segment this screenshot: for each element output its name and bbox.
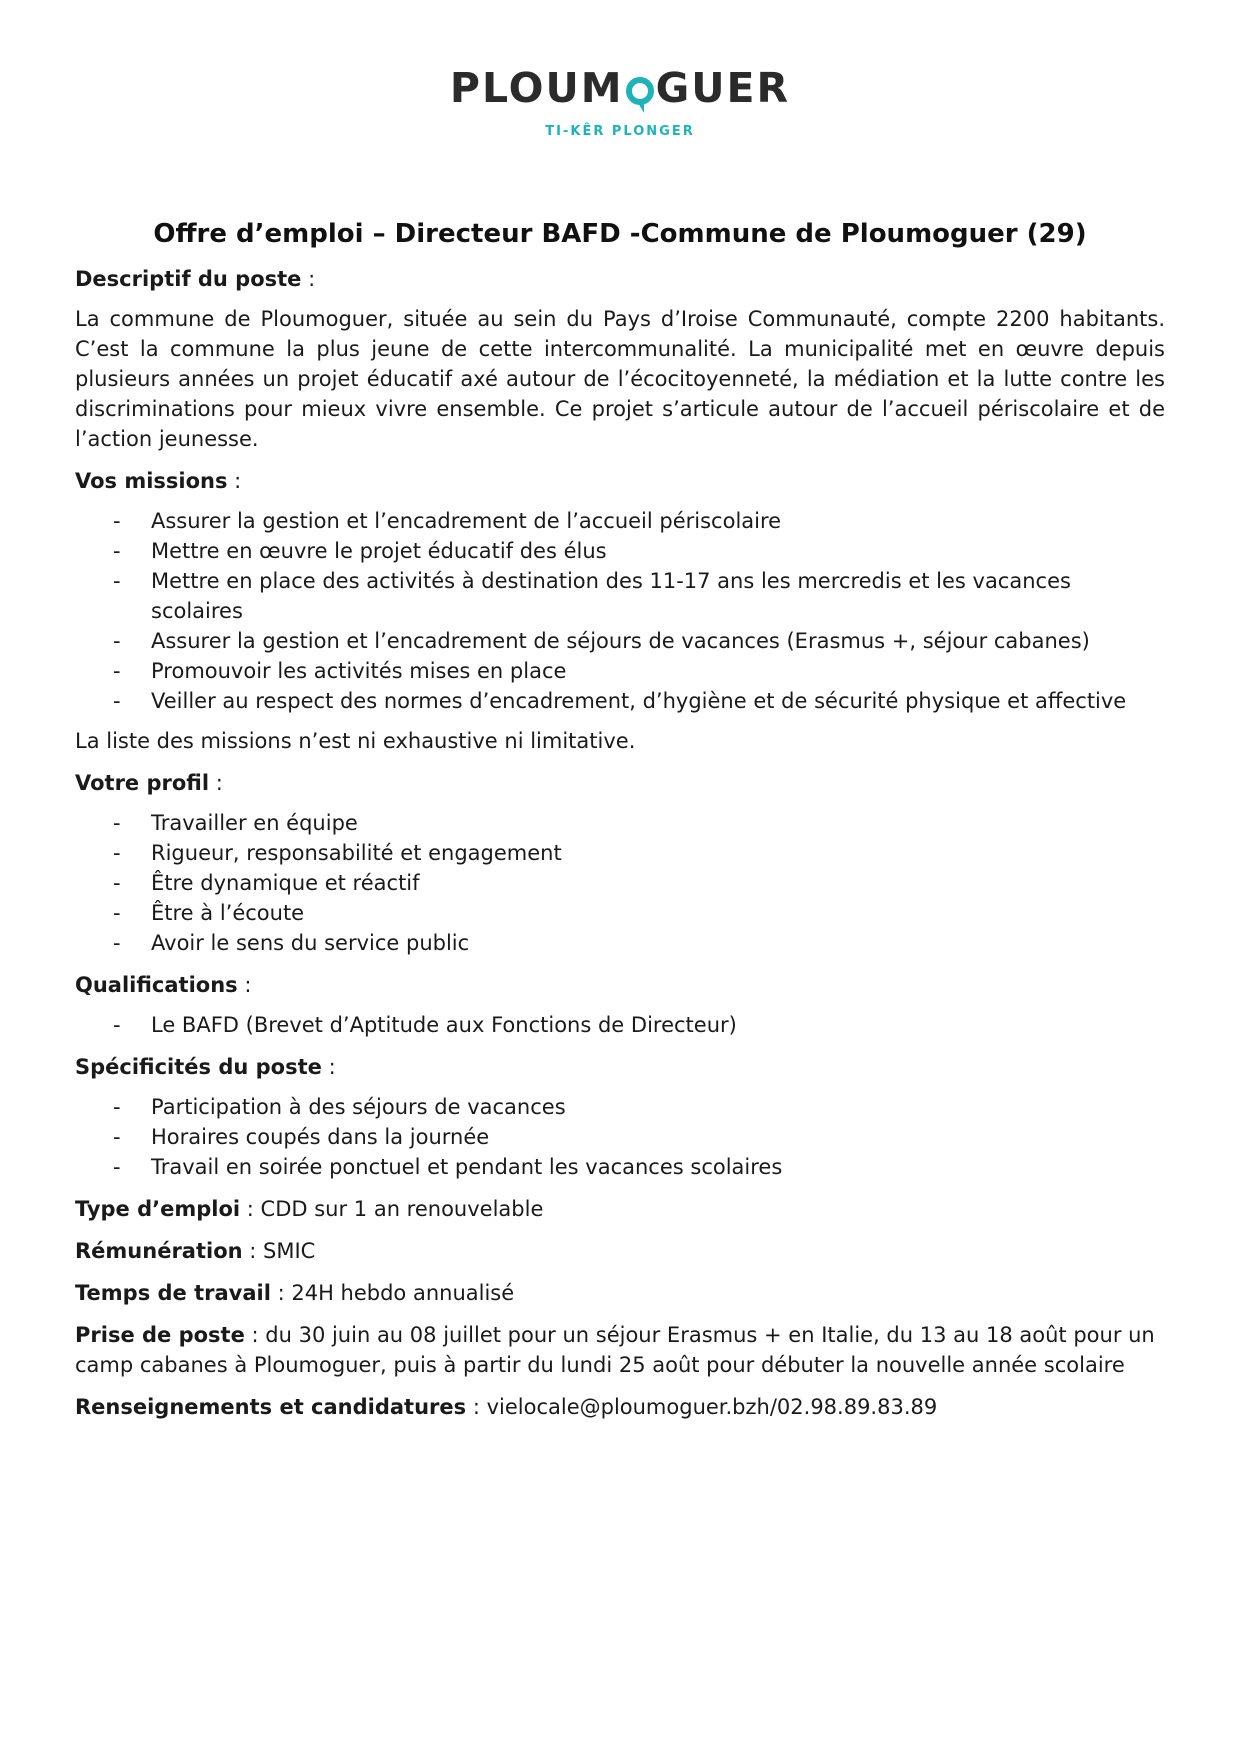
logo: [0, 62, 1240, 139]
prise-de-poste-label: Prise de poste: [75, 1323, 245, 1347]
list-item: - Assurer la gestion et l’encadrement de l’accueil périscolaire: [75, 506, 1165, 536]
list-item: - Participation à des séjours de vacances: [75, 1092, 1165, 1122]
contact-line: Renseignements et candidatures : vielocale@ploumoguer.bzh/02.98.89.83.89: [75, 1395, 938, 1419]
type-emploi-value: CDD sur 1 an renouvelable: [260, 1197, 544, 1221]
descriptif-paragraph: La commune de Ploumoguer, située au sein du Pays d’Iroise Communauté, compte 2200 habitants. C’est la commune la plus jeune de cette intercommunalité. La municipalité met en œuvre depuis plusieurs années un projet éducatif axé autour de l’écocitoyenneté, la médiation et la lutte contre les discriminations pour mieux vivre ensemble. Ce projet s’articule autour de l’accueil périscolaire et de l’action jeunesse.: [75, 307, 1165, 451]
profil-list: [75, 808, 1165, 958]
type-emploi-line: Type d’emploi : CDD sur 1 an renouvelable: [75, 1197, 544, 1221]
prise-de-poste-line: Prise de poste : du 30 juin au 08 juillet pour un séjour Erasmus + en Italie, du 13 au 18 août pour un camp cabanes à Ploumoguer, puis à partir du lundi 25 août pour débuter la nouvelle année scolaire: [75, 1323, 1155, 1377]
list-item: - Horaires coupés dans la journée: [75, 1122, 1165, 1152]
list-item: - Veiller au respect des normes d’encadrement, d’hygiène et de sécurité physique et affective: [75, 686, 1165, 716]
contact-label: Renseignements et candidatures: [75, 1395, 467, 1419]
list-item: - Avoir le sens du service public: [75, 928, 1165, 958]
section-heading-missions: Vos missions :: [75, 469, 242, 493]
missions-note: La liste des missions n’est ni exhaustive ni limitative.: [75, 729, 636, 753]
missions-list: [75, 506, 1165, 716]
temps-travail-line: Temps de travail : 24H hebdo annualisé: [75, 1281, 515, 1305]
section-heading-profil: Votre profil :: [75, 771, 223, 795]
logo-subtitle: TI-KÊR PLONGER: [545, 124, 695, 139]
remuneration-label: Rémunération: [75, 1239, 243, 1263]
section-heading-descriptif: Descriptif du poste :: [75, 267, 316, 291]
list-item: - Être dynamique et réactif: [75, 868, 1165, 898]
type-emploi-label: Type d’emploi: [75, 1197, 241, 1221]
section-heading-qualifications: Qualifications :: [75, 973, 252, 997]
document-body: [75, 216, 1165, 1422]
remuneration-line: Rémunération : SMIC: [75, 1239, 316, 1263]
contact-value[interactable]: vielocale@ploumoguer.bzh/02.98.89.83.89: [486, 1395, 938, 1419]
list-item: - Mettre en œuvre le projet éducatif des élus: [75, 536, 1165, 566]
logo-text-left: PLOUM: [449, 64, 624, 112]
list-item: - Travail en soirée ponctuel et pendant les vacances scolaires: [75, 1152, 1165, 1182]
logo-wordmark: [0, 62, 1240, 114]
temps-travail-label: Temps de travail: [75, 1281, 271, 1305]
list-item: - Être à l’écoute: [75, 898, 1165, 928]
page-title: Offre d’emploi – Directeur BAFD -Commune de Ploumoguer (29): [153, 219, 1087, 249]
temps-travail-value: 24H hebdo annualisé: [291, 1281, 515, 1305]
remuneration-value: SMIC: [263, 1239, 316, 1263]
logo-text-right: GUER: [655, 64, 791, 112]
list-item: - Promouvoir les activités mises en place: [75, 656, 1165, 686]
list-item: - Travailler en équipe: [75, 808, 1165, 838]
section-heading-specificites: Spécificités du poste :: [75, 1055, 336, 1079]
list-item: - Assurer la gestion et l’encadrement de séjours de vacances (Erasmus +, séjour cabanes): [75, 626, 1165, 656]
qualifications-list: [75, 1010, 1165, 1040]
list-item: - Le BAFD (Brevet d’Aptitude aux Fonctions de Directeur): [75, 1010, 1165, 1040]
speech-bubble-o-icon: [626, 77, 654, 105]
list-item: - Mettre en place des activités à destination des 11-17 ans les mercredis et les vacances scolaires: [75, 566, 1165, 626]
specificites-list: [75, 1092, 1165, 1182]
list-item: - Rigueur, responsabilité et engagement: [75, 838, 1165, 868]
prise-de-poste-value: du 30 juin au 08 juillet pour un séjour Erasmus + en Italie, du 13 au 18 août pour un camp cabanes à Ploumoguer, puis à partir du lundi 25 août pour débuter la nouvelle année scolaire: [75, 1323, 1155, 1377]
